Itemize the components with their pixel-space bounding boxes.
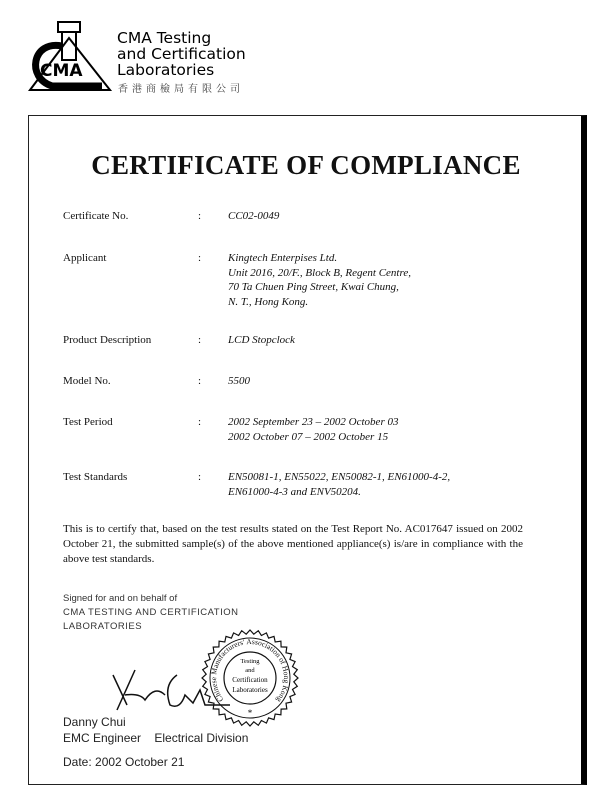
value-line: 5500: [228, 375, 250, 387]
org-name-line1: CMA TESTING AND CERTIFICATION: [63, 607, 239, 618]
colon: :: [198, 210, 202, 222]
signatory-position: EMC Engineer Electrical Division: [63, 731, 249, 745]
seal-center-line: Testing: [240, 658, 260, 665]
value-line: CC02-0049: [228, 210, 280, 222]
label-model-no: Model No.: [63, 375, 111, 387]
colon: :: [198, 416, 202, 428]
value-model-no: [228, 374, 250, 389]
label-certificate-no: Certificate No.: [63, 210, 129, 222]
label-test-standards: Test Standards: [63, 471, 128, 483]
seal-star-icon: *: [247, 708, 253, 718]
value-product-description: [228, 333, 295, 348]
logo-line3: Laboratories: [117, 61, 215, 79]
value-certificate-no: [228, 209, 279, 224]
value-line: Kingtech Enterpises Ltd.: [228, 252, 338, 264]
value-line: 2002 October 07 – 2002 October 15: [228, 430, 389, 443]
label-product-description: Product Description: [63, 334, 152, 346]
colon: :: [198, 252, 202, 264]
colon: :: [198, 375, 202, 387]
label-test-period: Test Period: [63, 416, 113, 428]
seal-center-line: and: [245, 667, 255, 674]
colon: :: [198, 334, 202, 346]
seal-center-line: Certification: [232, 676, 268, 684]
value-line: LCD Stopclock: [228, 334, 295, 346]
logo-chinese-name: 香港商檢局有限公司: [118, 84, 244, 95]
value-line: 2002 September 23 – 2002 October 03: [228, 416, 399, 428]
value-line: EN61000-4-3 and ENV50204.: [228, 485, 361, 498]
value-line: Unit 2016, 20/F., Block B, Regent Centre,: [228, 266, 411, 279]
logo-name: [117, 30, 246, 78]
signed-for-text: Signed for and on behalf of: [63, 593, 178, 604]
org-name-line2: LABORATORIES: [63, 621, 143, 632]
value-line: 70 Ta Chuen Ping Street, Kwai Chung,: [228, 281, 399, 293]
seal-ring-text: Chinese Manufacturers' Association of Hong Kong: [209, 636, 292, 705]
value-test-standards: [228, 470, 450, 499]
signatory-name: Danny Chui: [63, 715, 126, 729]
colon: :: [198, 471, 202, 483]
value-applicant: [228, 251, 411, 309]
logo-mark-text: CMA: [40, 61, 83, 81]
compliance-statement: This is to certify that, based on the test results stated on the Test Report No. AC017647 issued on 2002 October 21, the submitted sample(s) of the above mentioned appliance(s) is/are in compliance with the above test standards.: [63, 523, 523, 565]
cma-logo-icon: [22, 18, 117, 98]
value-line: EN50081-1, EN55022, EN50082-1, EN61000-4-2,: [228, 471, 451, 483]
value-test-period: [228, 415, 398, 444]
logo-line2: and Certification: [117, 45, 246, 63]
certificate-title: CERTIFICATE OF COMPLIANCE: [91, 150, 521, 180]
seal-center-line: Laboratories: [232, 686, 268, 694]
label-applicant: Applicant: [63, 252, 107, 264]
official-seal: [200, 628, 300, 728]
signatory-info: [63, 714, 248, 746]
issue-date: Date: 2002 October 21: [63, 755, 185, 769]
value-line: N. T., Hong Kong.: [228, 295, 309, 308]
logo-line1: CMA Testing: [117, 29, 212, 47]
